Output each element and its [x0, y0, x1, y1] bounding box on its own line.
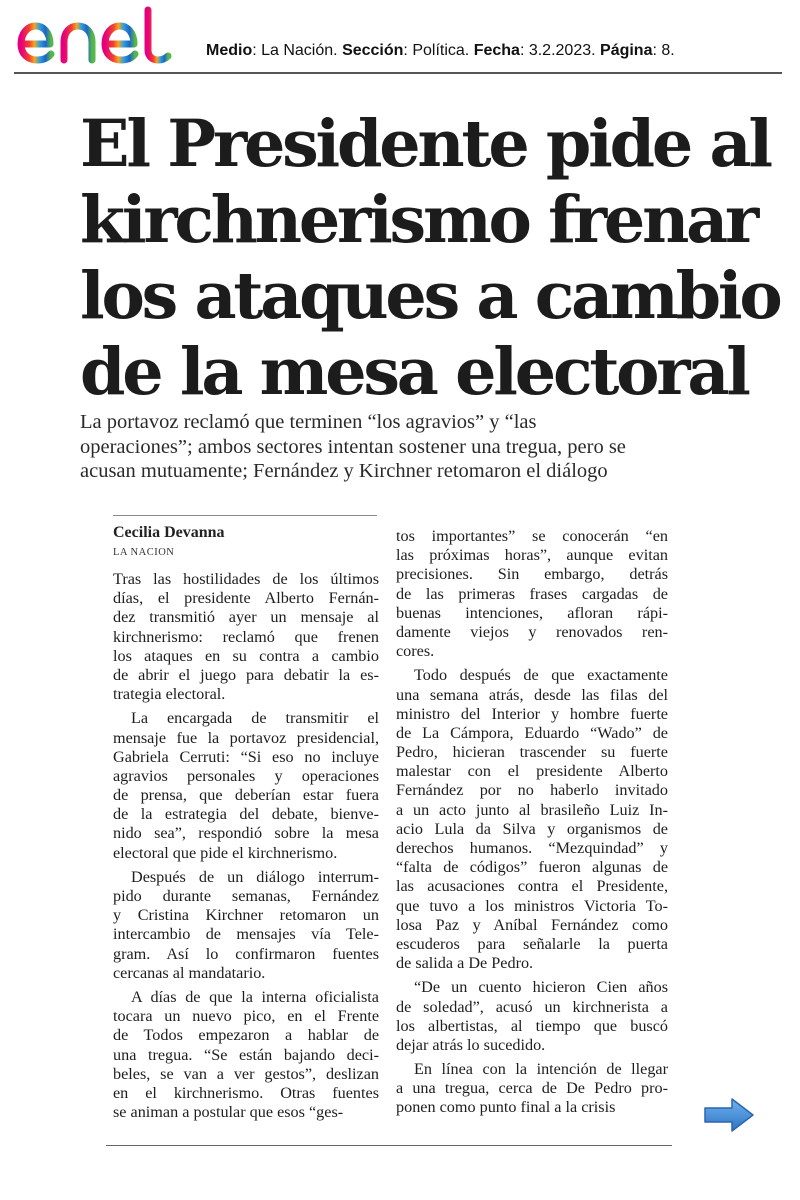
- article-paragraph: [396, 1060, 668, 1118]
- text-line: de salida a De Pedro.: [396, 954, 534, 973]
- article-paragraph: [113, 709, 379, 863]
- subhead-line: La portavoz reclamó que terminen “los agravios” y “las: [80, 411, 537, 433]
- text-line: de Todos empezaron a hablar de: [113, 1026, 379, 1045]
- text-line: una semana atrás, desde las filas del: [396, 685, 668, 704]
- text-line: de las primeras frases cargadas de: [396, 584, 668, 603]
- medio-label: Medio: [206, 42, 253, 59]
- arrow-right-icon[interactable]: [702, 1096, 756, 1134]
- header-divider: [14, 72, 782, 74]
- text-line: La encargada de transmitir el: [131, 709, 379, 728]
- byline-divider: [113, 515, 377, 516]
- text-line: una tregua. “Se están bajando deci-: [113, 1045, 379, 1064]
- text-line: a un acto junto al brasileño Luiz In-: [396, 800, 668, 819]
- enel-logo: [14, 6, 184, 70]
- headline-line: de la mesa electoral: [80, 334, 748, 410]
- text-line: “De un cuento hicieron Cien años: [414, 978, 668, 997]
- text-line: Pedro, hicieran trascender su fuerte: [396, 743, 668, 762]
- text-line: las acusaciones contra el Presidente,: [396, 877, 668, 896]
- article-headline: [80, 106, 780, 410]
- text-line: agravios personales y operaciones: [113, 766, 379, 785]
- text-line: kirchnerismo: reclamó que frenen: [113, 627, 379, 646]
- text-line: los ataques en su contra a cambio: [113, 646, 379, 665]
- text-line: en el kirchnerismo. Otras fuentes: [113, 1083, 379, 1102]
- text-line: electoral que pide el kirchnerismo.: [113, 843, 338, 862]
- text-line: gram. Así lo confirmaron fuentes: [113, 944, 379, 963]
- text-line: Después de un diálogo interrum-: [131, 867, 379, 886]
- author-byline: Cecilia Devanna: [113, 524, 225, 541]
- text-line: las próximas horas”, aunque evitan: [396, 546, 668, 565]
- text-line: derechos humanos. “Mezquindad” y: [396, 839, 668, 857]
- article-paragraph: [113, 868, 379, 983]
- text-line: de prensa, que deberían estar fuera: [113, 786, 379, 805]
- article-paragraph: [396, 978, 668, 1055]
- text-line: nido sea”, respondió sobre la mesa: [113, 824, 379, 843]
- text-line: dez transmitió ayer un mensaje al: [113, 608, 379, 627]
- fecha-value: 3.2.2023.: [528, 42, 596, 59]
- text-line: de La Cámpora, Eduardo “Wado” de: [396, 723, 668, 742]
- fecha-label: Fecha: [473, 42, 520, 59]
- text-line: a una tregua, cerca de De Pedro pro-: [396, 1079, 668, 1098]
- pagina-label: Página: [600, 42, 653, 59]
- document-meta: Medio: La Nación. Sección: Política. Fecha: 3.2.2023. Página: 8.: [206, 42, 675, 59]
- text-line: En línea con la intención de llegar: [414, 1060, 668, 1079]
- text-line: trategia electoral.: [113, 685, 226, 704]
- article-column-2: [396, 527, 668, 1123]
- text-line: precisiones. Sin embargo, detrás: [396, 565, 668, 584]
- text-line: días, el presidente Alberto Fernán-: [113, 589, 379, 608]
- text-line: que tuvo a los ministros Victoria To-: [396, 896, 668, 915]
- text-line: de la estrategia del debate, bienve-: [113, 805, 379, 824]
- text-line: beles, se van a ver gestos”, deslizan: [113, 1064, 379, 1083]
- text-line: buenas intenciones, afloran rápi-: [396, 603, 668, 622]
- subhead-line: operaciones”; ambos sectores intentan sostener una tregua, pero se: [80, 435, 626, 458]
- text-line: de abrir el juego para debatir la es-: [113, 665, 379, 684]
- bottom-divider: [106, 1145, 672, 1146]
- article-column-1: [113, 570, 379, 1127]
- article-paragraph: [396, 527, 668, 661]
- publication-source: LA NACION: [113, 547, 175, 558]
- text-line: Fernández por no haberlo invitado: [396, 781, 668, 800]
- text-line: tocara un nuevo pico, en el Frente: [113, 1007, 379, 1026]
- text-line: pido durante semanas, Fernández: [113, 887, 379, 905]
- seccion-value: Política.: [412, 42, 470, 59]
- text-line: y Cristina Kirchner retomaron un: [113, 906, 379, 925]
- text-line: mensaje fue la portavoz presidencial,: [113, 728, 379, 747]
- text-line: tos importantes” se conocerán “en: [396, 527, 668, 545]
- text-line: Gabriela Cerruti: “Si eso no incluye: [113, 747, 379, 766]
- headline-line: kirchnerismo frenar: [80, 182, 757, 258]
- text-line: cercanas al mandatario.: [113, 963, 266, 982]
- text-line: ponen como punto final a la crisis: [396, 1098, 616, 1117]
- text-line: se animan a postular que esos “ges-: [113, 1103, 344, 1122]
- text-line: Tras las hostilidades de los últimos: [113, 570, 379, 588]
- pagina-value: 8.: [661, 42, 675, 59]
- text-line: los albertistas, al tiempo que buscó: [396, 1016, 668, 1035]
- text-line: Todo después de que exactamente: [414, 666, 668, 685]
- text-line: acio Lula da Silva y organismos de: [396, 819, 668, 838]
- seccion-label: Sección: [342, 42, 404, 59]
- text-line: cores.: [396, 642, 435, 661]
- text-line: malestar con el presidente Alberto: [396, 762, 668, 781]
- article-subhead: [80, 410, 770, 484]
- subhead-line: acusan mutuamente; Fernández y Kirchner retomaron el diálogo: [80, 460, 608, 482]
- medio-value: La Nación.: [261, 42, 338, 59]
- text-line: ministro del Interior y hombre fuerte: [396, 704, 668, 723]
- text-line: intercambio de mensajes vía Tele-: [113, 925, 379, 944]
- headline-line: El Presidente pide al: [80, 106, 770, 182]
- text-line: de soledad”, acusó un kirchnerista a: [396, 997, 668, 1016]
- text-line: dejar atrás lo sucedido.: [396, 1035, 546, 1054]
- article-paragraph: [113, 570, 379, 704]
- headline-line: los ataques a cambio: [80, 258, 780, 334]
- text-line: damente viejos y renovados ren-: [396, 622, 668, 641]
- text-line: escuderos para señalarle la puerta: [396, 934, 668, 953]
- text-line: losa Paz y Aníbal Fernández como: [396, 915, 668, 934]
- text-line: A días de que la interna oficialista: [131, 987, 379, 1006]
- article-paragraph: [396, 666, 668, 973]
- article-paragraph: [113, 988, 379, 1122]
- text-line: “falta de códigos” fueron algunas de: [396, 858, 668, 877]
